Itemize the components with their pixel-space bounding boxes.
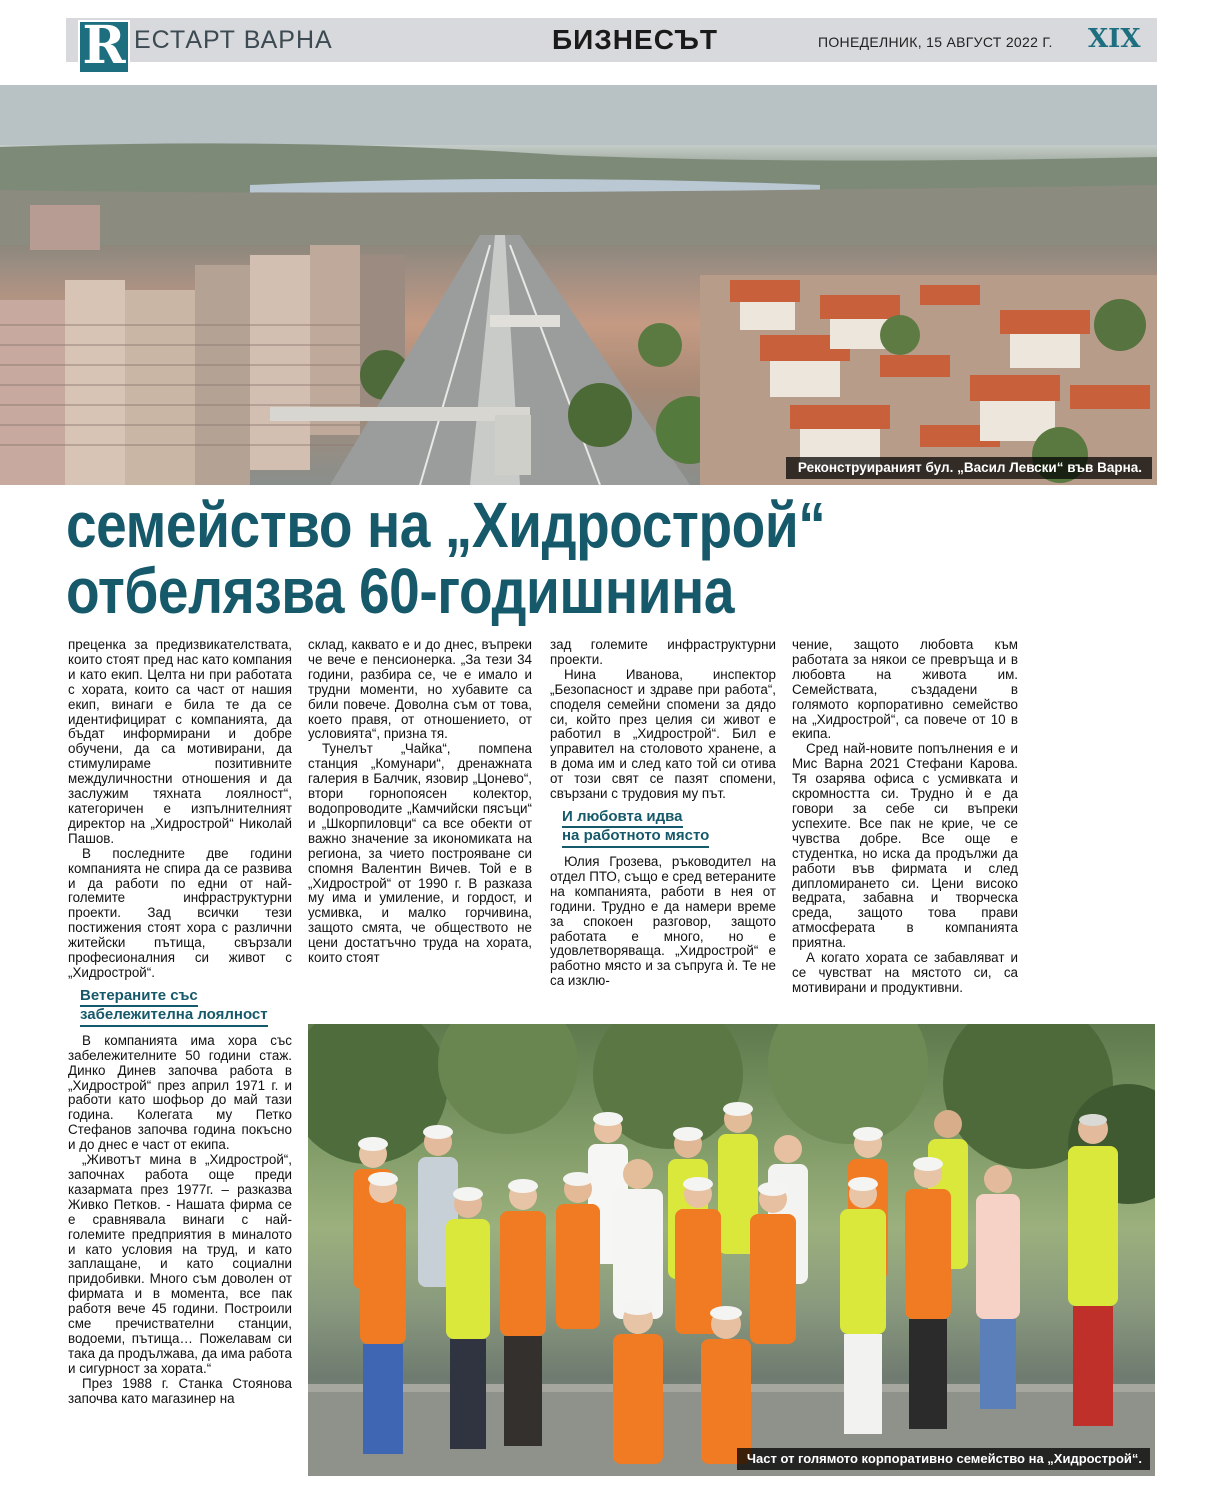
headline-line-1: семейство на „Хидрострой“	[66, 489, 826, 561]
page-number: XIX	[1088, 24, 1141, 54]
article-headline	[66, 489, 1012, 627]
col2-paragraph: склад, каквато е и до днес, въпреки че вече е пенсионерка. „За тези 34 години, разбира се, че е имало и трудни моменти, но хубавите са били повече. Доволна съм от това, което правя, от отношението, от условията“, призна тя.	[308, 637, 532, 742]
city-boulevard-photo	[0, 85, 1157, 485]
article-column-3	[550, 638, 776, 989]
team-group-photo	[308, 1024, 1155, 1476]
col4-paragraph: Сред най-новите попълнения е и Мис Варна 2021 Стефани Карова. Тя озарява офиса с усмивката и скромността си. Трудно ѝ е да говори за себе си въпреки успехите. Все пак не крие, че се чувства добре. Все още е студентка, но иска да продължи да работи във фирмата и след дипломирането си. Цени високо ведрата, забавна и творческа среда, защото това прави атмосферата в компанията приятна.	[792, 741, 1018, 951]
col1-paragraph: „Животът мина в „Хидрострой“, започнах работа още преди казармата през 1977г. – разказва Живко Петков. - Нашата фирма се е сравнявала винаги с най-големите предприятия в миналото и като условия на труд, и като заплащане, и като социални придобивки. Много съм доволен от фирмата и в момента, все пак работя вече 45 години. Построили сме пречиствателни станции, водоеми, пътища… Пожелавам си така да продължава, да има работа и сигурност за хората.“	[68, 1152, 292, 1376]
col1-paragraph: преценка за предизвикателствата, които стоят пред нас като компания и като екип. Целта ни при работата с хората, които са част от нашия екип, винаги е била те да се идентифицират с компанията, да бъдат информирани и добре обучени, да са мотивирани, да стимулираме позитивните междуличностни отношения и да заслужим тяхната лоялност“, категоричен е изпълнителният директор на „Хидрострой“ Николай Пашов.	[68, 637, 292, 846]
article-column-2	[308, 638, 532, 966]
col4-paragraph: А когато хората се забавляват и се чувстват на мястото си, са мотивирани и продуктивни.	[792, 950, 1018, 995]
top-photo-caption: Реконструираният бул. „Васил Левски“ във Варна.	[786, 457, 1152, 479]
article-column-1	[68, 638, 292, 1407]
publication-logo	[78, 15, 130, 76]
city-boulevard-illustration	[0, 85, 1157, 485]
headline-line-2: отбелязва 60-годишнина	[66, 555, 735, 627]
subheading-love-at-work	[562, 809, 776, 848]
article-column-4	[792, 638, 1018, 996]
subheading-veterans	[80, 988, 292, 1027]
col1-paragraph: В последните две години компанията не спира да се развива и да работи по едни от най-големите инфраструктурни проекти. Зад всички тези постижения стоят хора с различни житейски пътища, свързали професионалния си живот с „Хидрострой“.	[68, 845, 292, 980]
col1-paragraph: През 1988 г. Станка Стоянова започва като магазинер на	[68, 1375, 292, 1406]
logo-letter: R	[82, 15, 126, 76]
subheading-line: И любовта идва	[562, 809, 683, 829]
group-photo-caption: Част от голямото корпоративно семейство на „Хидрострой“.	[737, 1448, 1150, 1470]
subheading-line: забележителна лоялност	[80, 1007, 268, 1027]
issue-date: ПОНЕДЕЛНИК, 15 АВГУСТ 2022 Г.	[818, 34, 1053, 50]
section-title: БИЗНЕСЪТ	[552, 24, 718, 55]
publication-name: ЕСТАРТ ВАРНА	[134, 26, 333, 54]
col2-paragraph: Тунелът „Чайка“, помпена станция „Комунари“, дренажната галерия в Балчик, язовир „Цонево“, втори горнопоясен колектор, водопроводите „Камчийски пясъци“ и „Шкорпиловци“ са все обекти от важно значение за икономиката на региона, за чието построяване си спомня Валентин Вичев. Той е в „Хидрострой“ от 1990 г. В разказа му има и умиление, и гордост, и усмивка, и малко горчивина, защото смята, че обществото не цени достатъчно труда на хората, които стоят	[308, 741, 532, 966]
subheading-line: Ветераните със	[80, 988, 198, 1008]
subheading-line: на работното място	[562, 828, 709, 848]
col3-paragraph: зад големите инфраструктурни проекти.	[550, 637, 776, 667]
col3-paragraph: Нина Иванова, инспектор „Безопасност и здраве при работа“, споделя семейни спомени за дядо си, който през целия си живот е работил в „Хидрострой“. Бил е управител на столовото хранене, а в дома им и след като той си отива от този свят се пазят спомени, свързани с трудовия му път.	[550, 666, 776, 802]
col3-paragraph: Юлия Грозева, ръководител на отдел ПТО, също е сред ветераните на компанията, работи в нея от години. Трудно е да намери време за спокоен разговор, защото работата е много, но е удовлетворяваща. „Хидрострой“ е работно място и за съпруга ѝ. Те не са изклю-	[550, 853, 776, 989]
col1-paragraph: В компанията има хора със забележителните 50 години стаж. Динко Динев започва работа в „Хидрострой“ през април 1971 г. и работи като шофьор до май тази година. Колегата му Петко Стефанов започва година покъсно и до днес е част от екипа.	[68, 1032, 292, 1153]
col4-paragraph: чение, защото любовта към работата за някои се превръща и в любовта на живота им. Семействата, създадени в голямото корпоративно семейство на „Хидрострой“, са повече от 10 в екипа.	[792, 637, 1018, 742]
team-group-illustration	[308, 1024, 1155, 1476]
